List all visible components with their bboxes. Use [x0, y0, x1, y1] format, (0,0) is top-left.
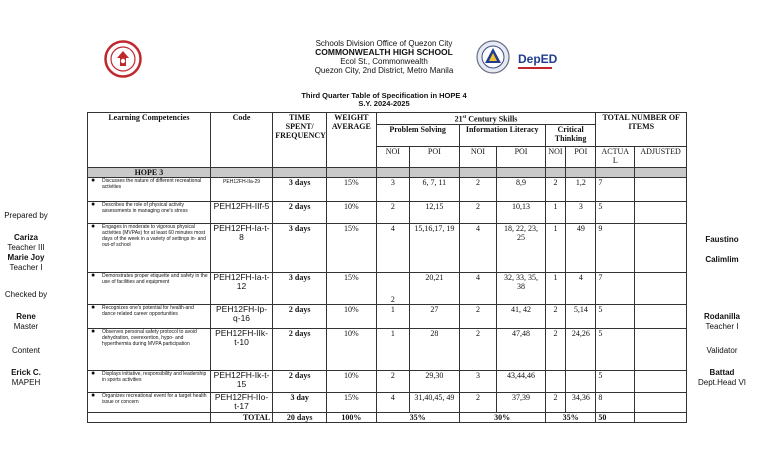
time-spent: 2 days [273, 201, 327, 223]
specification-table [87, 112, 687, 423]
ps-poi: 12,15 [410, 201, 460, 223]
il-poi: 18, 22, 23, 25 [497, 223, 545, 272]
total-time: 20 days [273, 412, 327, 422]
signatory-role: Master [13, 322, 39, 331]
competency-code: PEH12FH-Ik-t-15 [210, 370, 272, 392]
competency-code: PEH12FH-Ia-t-8 [210, 223, 272, 272]
signatory-role: Dept.Head VI [697, 378, 747, 387]
competency-text: ● Engages in moderate to vigorous physical activities (MVPAs) for at least 60 minutes most days of the week in a variety of settings in- and out-of school [88, 223, 211, 272]
right-signatory-block-2 [692, 312, 752, 332]
right-signatory-block-1 [692, 235, 752, 265]
signatory-name: Faustino [705, 235, 739, 244]
col-header-weight: WEIGHT AVERAGE [327, 113, 377, 168]
il-noi: 2 [459, 177, 497, 201]
total-actual: 50 [596, 412, 635, 422]
competency-text: ● Recognizes one's potential for health-and dance related career opportunities [88, 304, 211, 328]
il-poi: 32, 33, 35, 38 [497, 272, 545, 304]
checked-by-label: Checked by [4, 290, 48, 299]
total-row [88, 412, 687, 422]
competency-code: PEH12FH-Ia-t-12 [210, 272, 272, 304]
il-noi: 2 [459, 201, 497, 223]
signatory-name: Cariza [13, 233, 38, 242]
col-header-noi: NOI [376, 146, 409, 167]
adjusted-items [635, 272, 687, 304]
table-row [88, 370, 687, 392]
adjusted-items [635, 223, 687, 272]
col-header-time: TIME SPENT/ FREQUENCY [273, 113, 327, 168]
time-spent: 2 days [273, 304, 327, 328]
weight-average: 10% [327, 304, 377, 328]
il-poi: 10,13 [497, 201, 545, 223]
total-weight: 100% [327, 412, 377, 422]
competency-text: ● Discusses the nature of different recreational activities [88, 177, 211, 201]
signatory-name: Erick C. [11, 368, 41, 377]
content-label: Content [11, 346, 41, 355]
table-row [88, 272, 687, 304]
col-header-total-items: TOTAL NUMBER OF ITEMS [596, 113, 687, 147]
col-header-critical-thinking: Critical Thinking [545, 124, 596, 146]
school-name: COMMONWEALTH HIGH SCHOOL [315, 47, 453, 57]
table-row [88, 201, 687, 223]
weight-average: 15% [327, 272, 377, 304]
ct-noi: 2 [545, 392, 565, 412]
time-spent: 3 day [273, 392, 327, 412]
actual-items: 9 [596, 223, 635, 272]
ps-noi: 2 [376, 272, 409, 304]
actual-items: 7 [596, 177, 635, 201]
signatory-name: Battad [709, 368, 735, 377]
weight-average: 10% [327, 328, 377, 370]
ct-noi [545, 370, 565, 392]
adjusted-items [635, 304, 687, 328]
ps-noi: 4 [376, 223, 409, 272]
il-noi: 2 [459, 328, 497, 370]
time-spent: 2 days [273, 370, 327, 392]
col-header-actual: ACTUA L [596, 146, 635, 167]
competency-code: PEH12FH-IIa-29 [210, 177, 272, 201]
division-office: Schools Division Office of Quezon City [315, 39, 453, 48]
competency-text: ● Describes the role of physical activity assessments in managing one's stress [88, 201, 211, 223]
signatory-block-3 [0, 368, 52, 388]
signatory-role: Teacher I [705, 322, 739, 331]
table-row [88, 328, 687, 370]
signatory-name: Rene [16, 312, 36, 321]
col-header-poi: POI [410, 146, 460, 167]
ct-noi: 2 [545, 304, 565, 328]
section-label: HOPE 3 [88, 167, 211, 177]
deped-logo-text: DepED [518, 52, 558, 66]
il-noi: 2 [459, 304, 497, 328]
ps-poi: 15,16,17, 19 [410, 223, 460, 272]
ps-poi: 6, 7, 11 [410, 177, 460, 201]
ps-noi: 4 [376, 392, 409, 412]
signatory-name: Marie Joy [7, 253, 45, 262]
table-row [88, 177, 687, 201]
signatory-role: Teacher III [7, 243, 45, 252]
ct-poi: 1,2 [566, 177, 596, 201]
actual-items: 5 [596, 304, 635, 328]
table-row [88, 392, 687, 412]
col-header-problem-solving: Problem Solving [376, 124, 459, 146]
signatory-block-1 [0, 233, 52, 273]
competency-code: PEH12FH-Ip-q-16 [210, 304, 272, 328]
ct-noi: 1 [545, 201, 565, 223]
total-critical-thinking: 35% [545, 412, 596, 422]
school-year: S.Y. 2024-2025 [358, 99, 410, 108]
ps-noi: 2 [376, 201, 409, 223]
actual-items: 5 [596, 370, 635, 392]
ps-poi: 28 [410, 328, 460, 370]
signatory-name: Calimlim [705, 255, 739, 264]
weight-average: 10% [327, 370, 377, 392]
competency-code: PEH12FH-IIf-5 [210, 201, 272, 223]
actual-items: 8 [596, 392, 635, 412]
ps-noi: 3 [376, 177, 409, 201]
actual-items: 7 [596, 272, 635, 304]
il-poi: 8,9 [497, 177, 545, 201]
weight-average: 15% [327, 223, 377, 272]
col-header-noi: NOI [545, 146, 565, 167]
time-spent: 3 days [273, 223, 327, 272]
signatory-name: Rodanilla [703, 312, 740, 321]
competency-text: ● Displays initiative, responsibility and leadership in sports activities [88, 370, 211, 392]
ct-noi: 1 [545, 272, 565, 304]
il-noi: 3 [459, 370, 497, 392]
col-header-code: Code [210, 113, 272, 168]
signatory-block-2 [0, 312, 52, 332]
weight-average: 15% [327, 392, 377, 412]
ct-poi: 49 [566, 223, 596, 272]
col-header-noi: NOI [459, 146, 497, 167]
time-spent: 2 days [273, 328, 327, 370]
col-header-skills: 21st Century Skills [376, 113, 596, 125]
total-problem-solving: 35% [376, 412, 459, 422]
il-poi: 43,44,46 [497, 370, 545, 392]
adjusted-items [635, 201, 687, 223]
ps-noi: 2 [376, 370, 409, 392]
competency-code: PEH12FH-IIo-t-17 [210, 392, 272, 412]
adjusted-items [635, 177, 687, 201]
weight-average: 10% [327, 201, 377, 223]
ps-noi: 1 [376, 328, 409, 370]
actual-items: 5 [596, 328, 635, 370]
adjusted-items [635, 392, 687, 412]
time-spent: 3 days [273, 272, 327, 304]
validator-label: Validator [706, 346, 738, 355]
table-row [88, 304, 687, 328]
il-poi: 47,48 [497, 328, 545, 370]
total-info-literacy: 30% [459, 412, 545, 422]
ct-noi: 1 [545, 223, 565, 272]
col-header-competencies: Learning Competencies [88, 113, 211, 168]
competency-text: ● Observes personal safety protocol to avoid dehydration, overexertion, hypo- and hyperthermia during MVPA participation [88, 328, 211, 370]
adjusted-items [635, 328, 687, 370]
actual-items: 5 [596, 201, 635, 223]
il-noi: 4 [459, 223, 497, 272]
time-spent: 3 days [273, 177, 327, 201]
competency-code: PEH12FH-IIk-t-10 [210, 328, 272, 370]
ps-poi: 20,21 [410, 272, 460, 304]
ct-noi: 2 [545, 177, 565, 201]
ct-poi: 3 [566, 201, 596, 223]
ct-poi: 34,36 [566, 392, 596, 412]
ps-noi: 1 [376, 304, 409, 328]
document-title: Third Quarter Table of Specification in HOPE 4 [301, 91, 467, 100]
ps-poi: 31,40,45, 49 [410, 392, 460, 412]
school-city: Quezon City, 2nd District, Metro Manila [314, 66, 454, 75]
right-signatory-block-3 [692, 368, 752, 388]
competency-text: ● Organizes recreational event for a target health issue or concern [88, 392, 211, 412]
ct-poi: 24,26 [566, 328, 596, 370]
col-header-poi: POI [497, 146, 545, 167]
table-row [88, 223, 687, 272]
weight-average: 15% [327, 177, 377, 201]
adjusted-items [635, 370, 687, 392]
ct-poi: 4 [566, 272, 596, 304]
prepared-by-label: Prepared by [4, 211, 48, 220]
il-noi: 4 [459, 272, 497, 304]
ct-poi [566, 370, 596, 392]
total-label: TOTAL [210, 412, 272, 422]
signatory-role: Teacher I [9, 263, 43, 272]
il-noi: 2 [459, 392, 497, 412]
ps-poi: 27 [410, 304, 460, 328]
col-header-info-literacy: Information Literacy [459, 124, 545, 146]
ps-poi: 29,30 [410, 370, 460, 392]
col-header-poi: POI [566, 146, 596, 167]
ct-noi: 2 [545, 328, 565, 370]
il-poi: 37,39 [497, 392, 545, 412]
col-header-adjusted: ADJUSTED [635, 146, 687, 167]
signatory-role: MAPEH [11, 378, 41, 387]
ct-poi: 5,14 [566, 304, 596, 328]
il-poi: 41, 42 [497, 304, 545, 328]
school-street: Ecol St., Commonwealth [340, 57, 428, 66]
competency-text: ● Demonstrates proper etiquette and safety in the use of facilities and equipment [88, 272, 211, 304]
